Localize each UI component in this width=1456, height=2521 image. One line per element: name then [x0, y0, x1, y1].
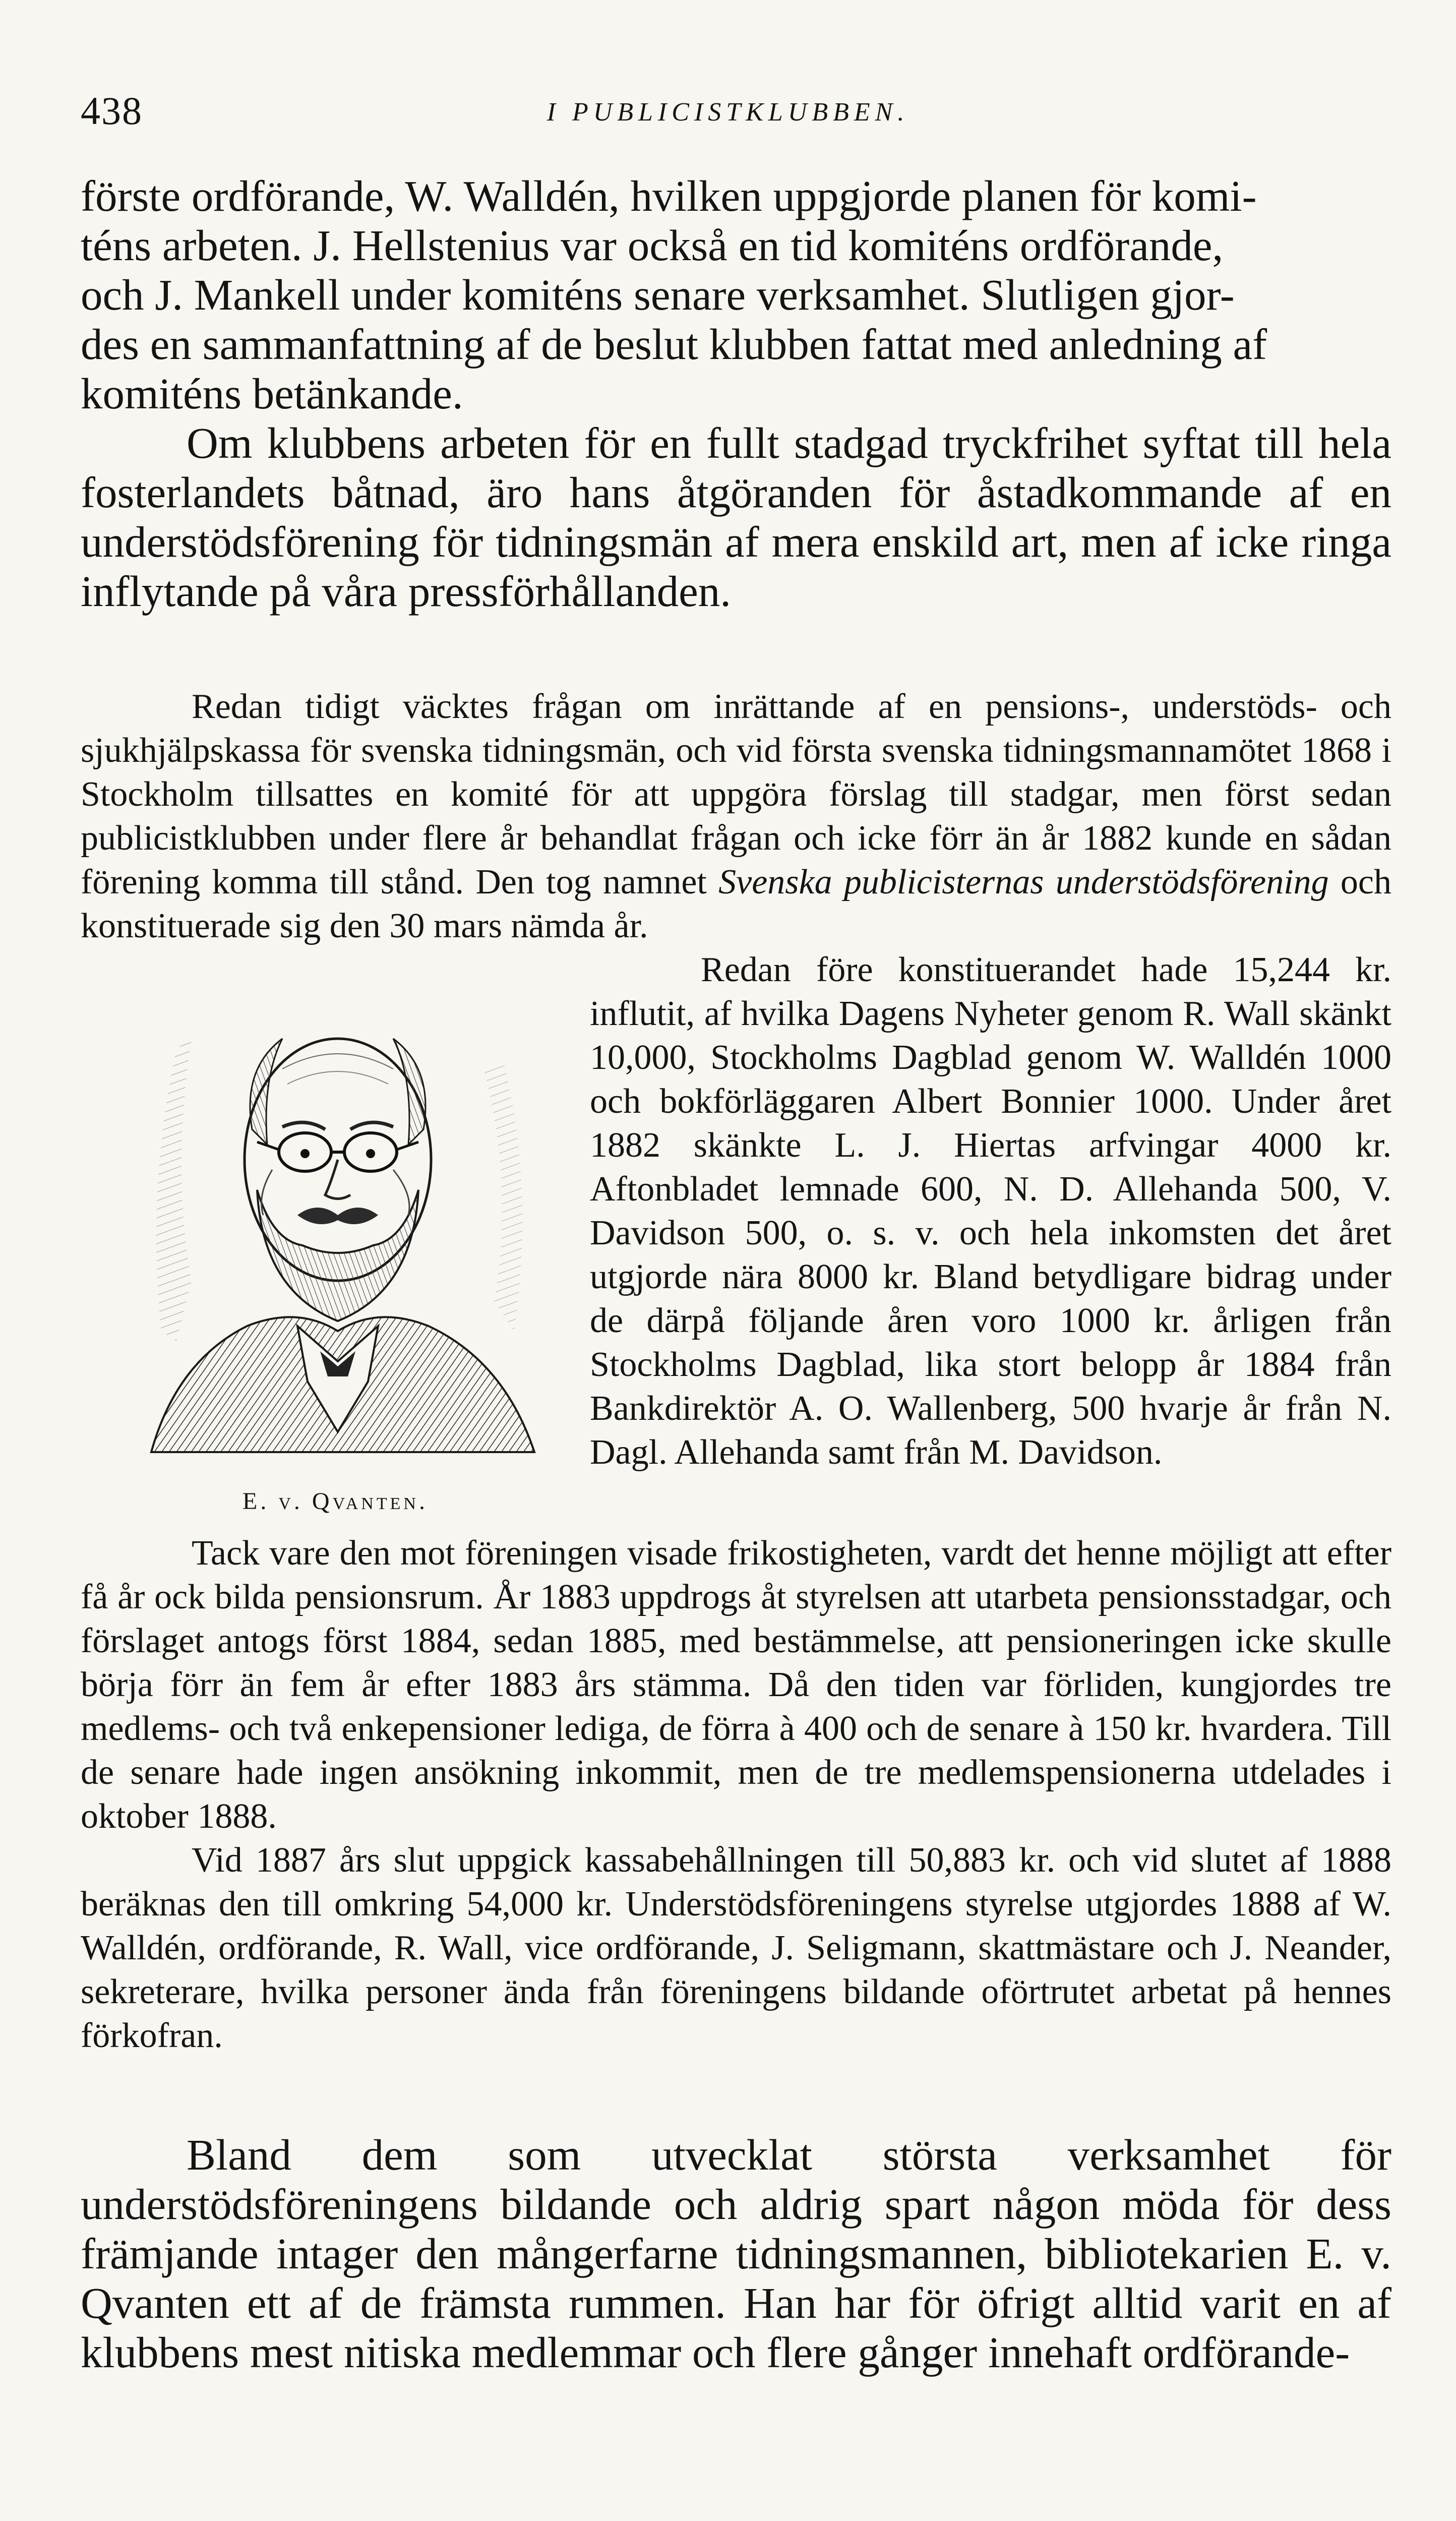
qvanten-paragraph: Bland dem som utvecklat största verksamhet för understödsföreningens bildande och aldrig spart någon möda för dess främjande intager den mångerfarne tidningsmannen, bibliotekarien E. v. Qvanten ett af de främsta rummen. Han har för öfrigt alltid varit en af klubbens mest nitiska medlemmar och flere gånger innehaft ordförande- — [81, 2130, 1391, 2377]
running-head — [81, 88, 1375, 144]
section-1-paragraph-1 — [81, 685, 1391, 948]
funds-paragraph: Vid 1887 års slut uppgick kassabehållningen till 50,883 kr. och vid slutet af 1888 beräknas den till omkring 54,000 kr. Understödsföreningens styrelse utgjordes 1888 af W. Walldén, ordförande, R. Wall, vice ordförande, J. Seligmann, skattmästare och J. Neander, sekreterare, hvilka personer ända från föreningens bildande oförtrutet arbetat på hennes förkofran. — [81, 1841, 1391, 2055]
section-1-continued — [81, 1531, 1391, 2058]
intro-line: förste ordförande, W. Walldén, hvilken uppgjorde planen för komi- — [81, 171, 1257, 220]
intro-line: des en sammanfattning af de beslut klubben fattat med anledning af — [81, 320, 1267, 369]
pension-paragraph: Tack vare den mot föreningen visade frikostigheten, vardt det henne möjligt att efter få år ock bilda pensionsrum. År 1883 uppdrogs åt styrelsen att utarbeta pensionsstadgar, och förslaget antogs först 1884, sedan 1885, med bestämmelse, att pensioneringen icke skulle börja förr än fem år efter 1883 års stämma. Då den tiden var förliden, kungjordes tre medlems- och två enkepensioner lediga, de förra à 400 och de senare à 150 kr. hvardera. Till de senare hade ingen ansökning inkommit, men de tre medlemspensionerna utdelades i oktober 1888. — [81, 1534, 1391, 1836]
intro-line: komiténs betänkande. — [81, 369, 463, 418]
intro-line: téns arbeten. J. Hellstenius var också en tid komiténs ordförande, — [81, 221, 1224, 270]
section-1-beside-figure — [590, 948, 1391, 1474]
portrait-caption: E. v. Qvanten. — [242, 1488, 428, 1515]
intro-section — [81, 171, 1391, 616]
association-name: Svenska publicisternas understödsförening — [718, 863, 1329, 902]
portrait-engraving — [131, 978, 544, 1462]
para1-text: Redan tidigt väcktes frågan om inrättande af en pensions-, understöds- och sjukhjälpskassa för svenska tidningsmän, och vid första svenska tidningsmannamötet 1868 i Stockholm tillsattes en komité för att uppgöra förslag till stadgar, men först sedan publicistklubben under flere år behandlat frågan och icke förr än år 1882 kunde en sådan förening komma till stånd. Den tog namnet — [81, 687, 1391, 902]
portrait-figure — [81, 978, 590, 1533]
para1-text-end: och konstituerade sig den 30 mars nämda år. — [81, 863, 1391, 945]
donations-paragraph: Redan före konstituerandet hade 15,244 kr. influtit, af hvilka Dagens Nyheter genom R. Wall skänkt 10,000, Stockholms Dagblad genom W. Walldén 1000 och bokförläggaren Albert Bonnier 1000. Under året 1882 skänkte L. J. Hiertas arfvingar 4000 kr. Aftonbladet lemnade 600, N. D. Allehanda 500, V. Davidson 500, o. s. v. och hela inkomsten det året utgjorde nära 8000 kr. Bland betydligare bidrag under de därpå följande åren voro 1000 kr. årligen från Stockholms Dagblad, lika stort belopp år 1884 från Bankdirektör A. O. Wallenberg, 500 hvarje år från N. Dagl. Allehanda samt från M. Davidson. — [590, 950, 1391, 1472]
running-title: I PUBLICISTKLUBBEN. — [547, 98, 909, 127]
section-2 — [81, 2130, 1391, 2377]
page-number: 438 — [81, 89, 143, 133]
intro-line: och J. Mankell under komiténs senare verksamhet. Slutligen gjor- — [81, 270, 1235, 319]
intro-paragraph-2: Om klubbens arbeten för en fullt stadgad tryckfrihet syftat till hela fosterlandets båtnad, äro hans åtgöranden för åstadkommande af en understödsförening för tidningsmän af mera enskild art, men af icke ringa inflytande på våra pressförhållanden. — [81, 418, 1391, 616]
